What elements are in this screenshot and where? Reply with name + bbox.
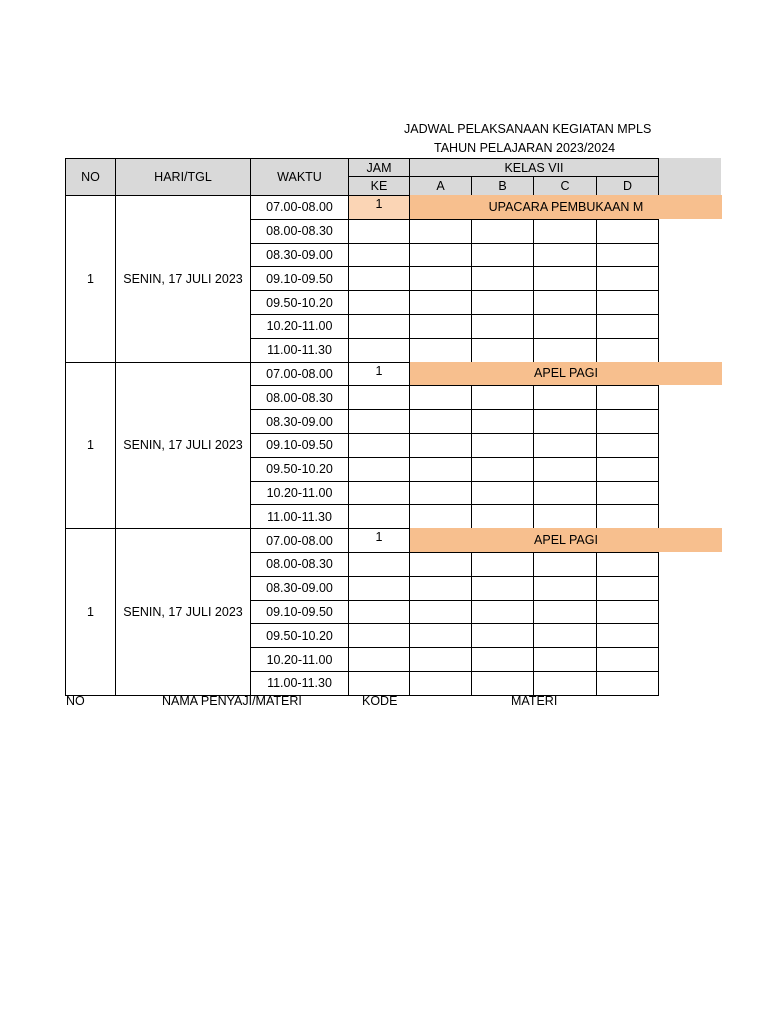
jam-ke-cell[interactable] [348,552,410,577]
time-cell: 08.30-09.00 [250,243,349,268]
schedule-title: JADWAL PELAKSANAAN KEGIATAN MPLS [404,122,652,136]
class-cell-b[interactable] [471,409,534,434]
time-cell: 08.30-09.00 [250,409,349,434]
jam-ke-cell[interactable] [348,457,410,482]
jam-ke-cell[interactable] [348,600,410,625]
class-cell-a[interactable] [409,290,472,315]
block-no: 1 [65,195,116,363]
jam-ke-cell[interactable] [348,338,410,363]
class-cell-c[interactable] [533,385,597,410]
time-cell: 07.00-08.00 [250,195,349,220]
header-class-c: C [533,176,597,196]
jam-ke-cell[interactable] [348,481,410,506]
class-cell-a[interactable] [409,385,472,410]
class-cell-c[interactable] [533,457,597,482]
jam-ke-cell: 1 [348,362,410,387]
class-cell-a[interactable] [409,600,472,625]
time-cell: 09.50-10.20 [250,623,349,648]
jam-ke-cell[interactable] [348,314,410,339]
class-cell-d[interactable] [596,433,659,458]
class-cell-a[interactable] [409,409,472,434]
time-cell: 08.00-08.30 [250,552,349,577]
class-cell-c[interactable] [533,243,597,268]
class-cell-b[interactable] [471,338,534,363]
time-cell: 10.20-11.00 [250,314,349,339]
class-cell-c[interactable] [533,671,597,696]
block-no: 1 [65,362,116,530]
class-cell-d[interactable] [596,314,659,339]
class-cell-d[interactable] [596,481,659,506]
class-cell-d[interactable] [596,600,659,625]
footer-no: NO [66,694,85,708]
jam-ke-cell: 1 [348,195,410,220]
time-cell: 10.20-11.00 [250,647,349,672]
class-cell-b[interactable] [471,576,534,601]
time-cell: 09.10-09.50 [250,600,349,625]
activity-band: UPACARA PEMBUKAAN M [409,195,722,219]
class-cell-b[interactable] [471,600,534,625]
class-cell-c[interactable] [533,504,597,529]
header-ke: KE [348,176,410,196]
jam-ke-cell[interactable] [348,266,410,291]
class-cell-a[interactable] [409,338,472,363]
class-cell-b[interactable] [471,481,534,506]
jam-ke-cell[interactable] [348,409,410,434]
class-cell-d[interactable] [596,338,659,363]
class-cell-c[interactable] [533,290,597,315]
class-cell-c[interactable] [533,266,597,291]
class-cell-a[interactable] [409,552,472,577]
class-cell-b[interactable] [471,314,534,339]
jam-ke-cell: 1 [348,528,410,553]
jam-ke-cell[interactable] [348,290,410,315]
time-cell: 11.00-11.30 [250,504,349,529]
header-no: NO [65,158,116,196]
schedule-subtitle: TAHUN PELAJARAN 2023/2024 [434,141,616,155]
time-cell: 09.10-09.50 [250,266,349,291]
header-waktu: WAKTU [250,158,349,196]
class-cell-d[interactable] [596,671,659,696]
jam-ke-cell[interactable] [348,671,410,696]
class-cell-b[interactable] [471,433,534,458]
time-cell: 11.00-11.30 [250,338,349,363]
time-cell: 08.00-08.30 [250,219,349,244]
class-cell-c[interactable] [533,600,597,625]
class-cell-c[interactable] [533,481,597,506]
class-cell-a[interactable] [409,243,472,268]
class-cell-d[interactable] [596,647,659,672]
footer-kode: KODE [362,694,398,708]
class-cell-b[interactable] [471,671,534,696]
class-cell-c[interactable] [533,219,597,244]
class-cell-d[interactable] [596,576,659,601]
class-cell-b[interactable] [471,290,534,315]
class-cell-c[interactable] [533,314,597,339]
header-overflow [659,158,721,196]
class-cell-b[interactable] [471,243,534,268]
jam-ke-cell[interactable] [348,647,410,672]
class-cell-a[interactable] [409,219,472,244]
class-cell-b[interactable] [471,219,534,244]
class-cell-a[interactable] [409,647,472,672]
class-cell-c[interactable] [533,623,597,648]
class-cell-b[interactable] [471,385,534,410]
jam-ke-cell[interactable] [348,243,410,268]
class-cell-b[interactable] [471,266,534,291]
class-cell-b[interactable] [471,647,534,672]
class-cell-d[interactable] [596,409,659,434]
header-class-a: A [409,176,472,196]
class-cell-c[interactable] [533,552,597,577]
class-cell-a[interactable] [409,623,472,648]
footer-materi: MATERI [511,694,558,708]
activity-band: APEL PAGI [409,528,722,552]
activity-band: APEL PAGI [409,362,722,386]
class-cell-d[interactable] [596,385,659,410]
class-cell-c[interactable] [533,338,597,363]
class-cell-d[interactable] [596,219,659,244]
class-cell-a[interactable] [409,576,472,601]
time-cell: 07.00-08.00 [250,362,349,387]
class-cell-c[interactable] [533,433,597,458]
header-kelas: KELAS VII [409,158,659,177]
time-cell: 08.00-08.30 [250,385,349,410]
class-cell-b[interactable] [471,457,534,482]
header-class-b: B [471,176,534,196]
class-cell-b[interactable] [471,623,534,648]
block-day: SENIN, 17 JULI 2023 [115,195,251,363]
header-hari-tgl: HARI/TGL [115,158,251,196]
class-cell-a[interactable] [409,481,472,506]
jam-ke-cell[interactable] [348,504,410,529]
class-cell-d[interactable] [596,266,659,291]
time-cell: 11.00-11.30 [250,671,349,696]
jam-ke-cell[interactable] [348,385,410,410]
header-jam: JAM [348,158,410,177]
block-no: 1 [65,528,116,696]
jam-ke-cell[interactable] [348,623,410,648]
class-cell-a[interactable] [409,433,472,458]
class-cell-b[interactable] [471,504,534,529]
class-cell-c[interactable] [533,647,597,672]
time-cell: 08.30-09.00 [250,576,349,601]
class-cell-a[interactable] [409,457,472,482]
class-cell-c[interactable] [533,576,597,601]
class-cell-d[interactable] [596,552,659,577]
class-cell-d[interactable] [596,290,659,315]
jam-ke-cell[interactable] [348,433,410,458]
header-class-d: D [596,176,659,196]
jam-ke-cell[interactable] [348,219,410,244]
class-cell-a[interactable] [409,314,472,339]
class-cell-d[interactable] [596,504,659,529]
class-cell-a[interactable] [409,266,472,291]
class-cell-d[interactable] [596,623,659,648]
jam-ke-cell[interactable] [348,576,410,601]
time-cell: 09.50-10.20 [250,290,349,315]
class-cell-a[interactable] [409,504,472,529]
class-cell-b[interactable] [471,552,534,577]
time-cell: 09.50-10.20 [250,457,349,482]
class-cell-d[interactable] [596,243,659,268]
class-cell-c[interactable] [533,409,597,434]
time-cell: 07.00-08.00 [250,528,349,553]
block-day: SENIN, 17 JULI 2023 [115,362,251,530]
time-cell: 09.10-09.50 [250,433,349,458]
class-cell-d[interactable] [596,457,659,482]
footer-nama-penyaji: NAMA PENYAJI/MATERI [162,694,302,708]
block-day: SENIN, 17 JULI 2023 [115,528,251,696]
time-cell: 10.20-11.00 [250,481,349,506]
class-cell-a[interactable] [409,671,472,696]
